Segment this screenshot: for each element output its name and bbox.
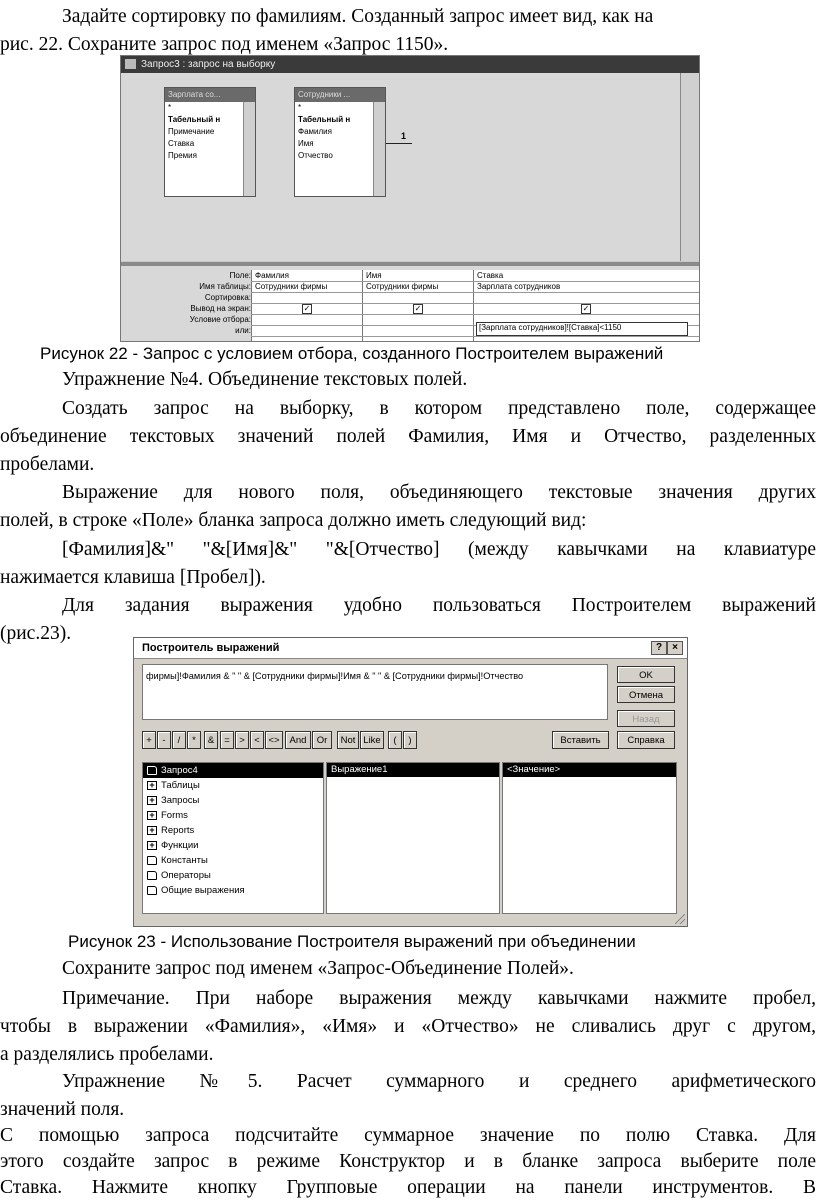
help-button[interactable]: Справка xyxy=(617,731,675,749)
grid-row-label-table: Имя таблицы: xyxy=(199,282,251,291)
grid-line xyxy=(251,292,699,293)
show-checkbox[interactable]: ✓ xyxy=(414,304,422,313)
tree-item-label: Таблицы xyxy=(161,780,200,791)
operator-multiply-button[interactable]: * xyxy=(187,731,201,749)
paragraph-note: Примечание. При наборе выражения между кавычками нажмите пробел, xyxy=(62,988,816,1009)
tree-item-label: Общие выражения xyxy=(161,885,245,896)
table-field[interactable]: Отчество xyxy=(298,151,333,160)
tree-item-label: Запрос4 xyxy=(161,765,198,776)
tree-item-common-expressions[interactable] xyxy=(143,883,323,898)
insert-button[interactable]: Вставить xyxy=(552,731,609,749)
table-box-employees[interactable] xyxy=(294,87,386,197)
grid-cell-table[interactable]: Зарплата сотрудников xyxy=(477,282,561,291)
paragraph: Выражение для нового поля, объединяющего текстовые значения других xyxy=(62,482,816,503)
operator-divide-button[interactable]: / xyxy=(172,731,186,749)
operator-minus-button[interactable]: - xyxy=(157,731,171,749)
paragraph: полей, в строке «Поле» бланка запроса должно иметь следующий вид: xyxy=(0,510,587,531)
operator-plus-button[interactable]: + xyxy=(142,731,156,749)
cancel-button[interactable]: Отмена xyxy=(617,686,675,703)
object-tree-pane xyxy=(142,762,324,914)
query-window-title: Запрос3 : запрос на выборку xyxy=(141,59,276,70)
paragraph-sort-instruction: Задайте сортировку по фамилиям. Созданный запрос имеет вид, как на xyxy=(62,6,654,27)
operator-not-equal-button[interactable]: <> xyxy=(265,731,283,749)
figure-22-query-window xyxy=(120,55,700,342)
query-window-icon xyxy=(125,59,136,69)
table-field[interactable]: * xyxy=(298,103,302,112)
operator-less-button[interactable]: < xyxy=(250,731,264,749)
exercise-5-heading: Упражнение №5. Расчет суммарного и среднего арифметического xyxy=(62,1071,816,1092)
tree-item-query4[interactable] xyxy=(143,763,323,778)
grid-cell-field[interactable]: Имя xyxy=(366,271,382,280)
folder-open-icon xyxy=(147,766,157,775)
table-field[interactable]: Примечание xyxy=(168,127,215,136)
table-box-scrollbar[interactable] xyxy=(243,102,255,196)
operator-or-button[interactable]: Or xyxy=(312,731,332,749)
tree-item-label: Константы xyxy=(161,855,208,866)
folder-icon xyxy=(147,871,157,880)
paragraph: (рис.23). xyxy=(0,623,72,644)
grid-line xyxy=(251,314,699,315)
tree-item-label: Reports xyxy=(161,825,195,836)
grid-row-label-or: или: xyxy=(235,326,251,335)
operator-and-button[interactable]: And xyxy=(285,731,311,749)
grid-cell-table[interactable]: Сотрудники фирмы xyxy=(255,282,328,291)
help-title-button[interactable]: ? xyxy=(651,641,667,655)
paragraph: этого создайте запрос в режиме Конструктор и в бланке запроса выберите поле xyxy=(0,1151,816,1172)
show-checkbox[interactable]: ✓ xyxy=(582,304,590,313)
expression-input[interactable]: фирмы]!Фамилия & " " & [Сотрудники фирмы]!Имя & " " & [Сотрудники фирмы]!Отчество xyxy=(142,664,608,720)
caption-figure-23: Рисунок 23 - Использование Построителя выражений при объединении xyxy=(68,932,636,951)
paragraph: Для задания выражения удобно пользоваться Построителем выражений xyxy=(62,595,816,616)
table-box-salary[interactable] xyxy=(164,87,256,197)
list-item-selected[interactable]: Выражение1 xyxy=(327,763,499,777)
folder-icon xyxy=(147,856,157,865)
back-button[interactable]: Назад xyxy=(617,710,675,727)
plus-icon[interactable]: + xyxy=(147,841,157,850)
resize-grip-icon[interactable] xyxy=(675,914,685,924)
operator-not-button[interactable]: Not xyxy=(337,731,359,749)
paragraph: нажимается клавиша [Пробел]). xyxy=(0,567,266,588)
paragraph: объединение текстовых значений полей Фамилия, Имя и Отчество, разделенных xyxy=(0,426,816,447)
expression-builder-title: Построитель выражений xyxy=(142,642,280,654)
ok-button[interactable]: OK xyxy=(617,666,675,683)
paragraph-note: чтобы в выражении «Фамилия», «Имя» и «Отчество» не сливались друг с другом, xyxy=(0,1016,816,1037)
query-tables-pane xyxy=(121,73,681,261)
grid-row-label-show: Вывод на экран: xyxy=(190,304,251,313)
grid-cell-table[interactable]: Сотрудники фирмы xyxy=(366,282,439,291)
operator-greater-button[interactable]: > xyxy=(235,731,249,749)
plus-icon[interactable]: + xyxy=(147,811,157,820)
paragraph-expression: [Фамилия]&" "&[Имя]&" "&[Отчество] (между кавычками на клавиатуре xyxy=(62,539,816,560)
table-field[interactable]: Табельный н xyxy=(168,115,221,124)
table-field[interactable]: Имя xyxy=(298,139,314,148)
plus-icon[interactable]: + xyxy=(147,796,157,805)
paragraph-note: а разделялись пробелами. xyxy=(0,1044,214,1065)
caption-figure-22: Рисунок 22 - Запрос с условием отбора, созданного Построителем выражений xyxy=(40,344,664,363)
plus-icon[interactable]: + xyxy=(147,826,157,835)
tree-item-constants[interactable] xyxy=(143,853,323,868)
grid-row-label-sort: Сортировка: xyxy=(204,293,251,302)
grid-row-label-field: Поле: xyxy=(229,271,251,280)
grid-line xyxy=(251,303,699,304)
table-box-scrollbar[interactable] xyxy=(373,102,385,196)
tree-item-tables[interactable] xyxy=(143,778,323,793)
figure-23-expression-builder xyxy=(133,637,688,927)
paragraph: Сохраните запрос под именем «Запрос-Объединение Полей». xyxy=(62,958,574,979)
expression-builder-titlebar xyxy=(134,638,687,659)
table-field[interactable]: Премия xyxy=(168,151,197,160)
tree-item-operators[interactable] xyxy=(143,868,323,883)
operator-equals-button[interactable]: = xyxy=(220,731,234,749)
table-box-title: Сотрудники ... xyxy=(295,88,385,102)
tree-item-label: Forms xyxy=(161,810,188,821)
paragraph: Ставка. Нажмите кнопку Групповые операции на панели инструментов. В xyxy=(0,1177,816,1198)
object-contents-pane xyxy=(326,762,500,914)
table-field[interactable]: * xyxy=(168,103,172,112)
paragraph: С помощью запроса подсчитайте суммарное значение по полю Ставка. Для xyxy=(0,1125,816,1146)
table-field[interactable]: Фамилия xyxy=(298,127,332,136)
paragraph-sort-instruction-cont: рис. 22. Сохраните запрос под именем «Запрос 1150». xyxy=(0,34,449,55)
list-item-selected[interactable]: <Значение> xyxy=(503,763,676,777)
tree-item-label: Запросы xyxy=(161,795,200,806)
operator-concat-button[interactable]: & xyxy=(204,731,218,749)
grid-line xyxy=(251,336,699,337)
paragraph: Создать запрос на выборку, в котором представлено поле, содержащее xyxy=(62,398,816,419)
tree-item-label: Функции xyxy=(161,840,199,851)
show-checkbox[interactable]: ✓ xyxy=(303,304,311,313)
operator-like-button[interactable]: Like xyxy=(360,731,384,749)
exercise-5-heading: значений поля. xyxy=(0,1099,125,1120)
tree-item-reports[interactable] xyxy=(143,823,323,838)
table-field[interactable]: Ставка xyxy=(168,139,195,148)
tree-item-queries[interactable] xyxy=(143,793,323,808)
tree-item-forms[interactable] xyxy=(143,808,323,823)
plus-icon[interactable]: + xyxy=(147,781,157,790)
paragraph: пробелами. xyxy=(0,454,95,475)
grid-cell-field[interactable]: Ставка xyxy=(477,271,504,280)
grid-cell-field[interactable]: Фамилия xyxy=(255,271,289,280)
relationship-right-label: 1 xyxy=(401,131,407,141)
operator-close-paren-button[interactable]: ) xyxy=(403,731,417,749)
table-box-title: Зарплата со... xyxy=(165,88,255,102)
folder-icon xyxy=(147,886,157,895)
close-title-button[interactable]: × xyxy=(667,641,683,655)
criteria-text[interactable]: [Зарплата сотрудников]![Ставка]<1150 xyxy=(479,323,622,332)
query-window-titlebar xyxy=(121,56,699,73)
exercise-4-heading: Упражнение №4. Объединение текстовых полей. xyxy=(62,369,468,390)
tables-pane-vscroll[interactable] xyxy=(680,73,699,261)
object-values-pane xyxy=(502,762,677,914)
tree-item-functions[interactable] xyxy=(143,838,323,853)
query-design-grid xyxy=(121,266,699,341)
table-field[interactable]: Табельный н xyxy=(298,115,351,124)
operator-open-paren-button[interactable]: ( xyxy=(388,731,402,749)
grid-row-label-criteria: Условие отбора: xyxy=(189,315,251,324)
tree-item-label: Операторы xyxy=(161,870,211,881)
